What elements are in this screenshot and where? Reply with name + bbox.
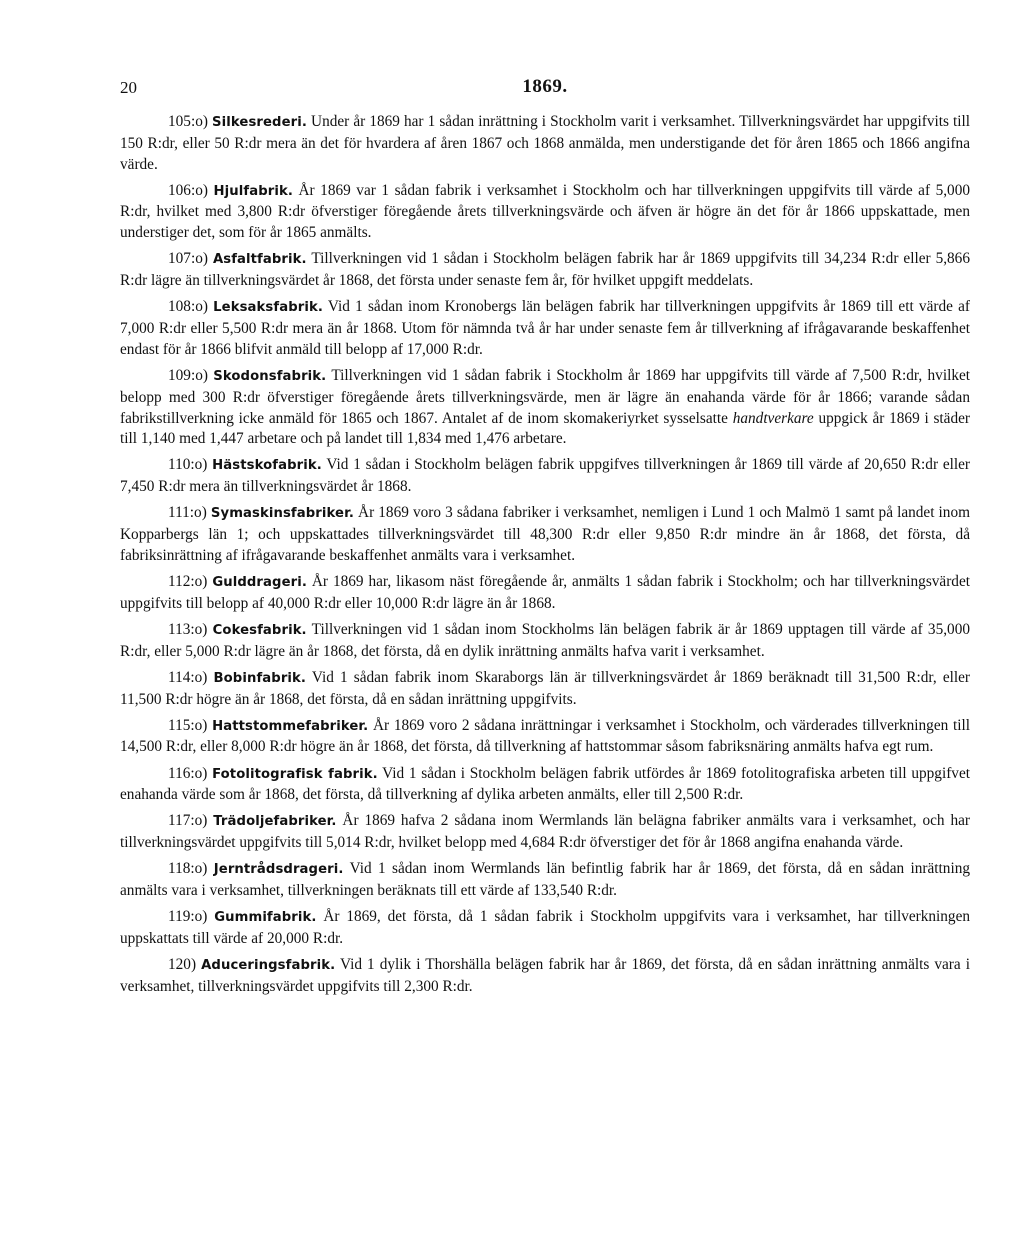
entry-text: Tillverkningen vid 1 sådan i Stockholm belägen fabrik har år 1869 uppgifvits till 34,234 R:dr eller 5,866 R:dr lägre än tillverkningsvärdet år 1868, det första under senaste fem år, för hvilket uppgift meddelats. [120,250,970,290]
entry-text: Vid 1 sådan fabrik inom Skaraborgs län är tillverkningsvärdet år 1869 beräknadt till 31,500 R:dr, eller 11,500 R:dr högre än år 1868, det första, då en sådan inrättning uppgifvits. [120,668,970,708]
entry-number: 109:o) [168,366,208,384]
entry-number: 112:o) [168,573,208,591]
entry-text: Under år 1869 har 1 sådan inrättning i Stockholm varit i verksamhet. Tillverkningsvärdet har uppgifvits till 150 R:dr, eller 50 R:dr mera än det för hvardera af åren 1867 och 1868 anmälda, men understigande det för åren 1865 och 1866 angifna värde. [120,113,971,173]
entry-title: Aduceringsfabrik. [201,958,336,974]
entry-number: 120) [168,956,197,974]
entry-number: 117:o) [168,812,208,830]
entry-hastskofabrik [120,455,970,498]
entry-number: 115:o) [168,716,208,734]
entry-text: År 1869, det första, då 1 sådan fabrik i Stockholm uppgifvits vara i verksamhet, har tillverkningen uppskattats till värde af 20,000 R:dr. [120,908,971,948]
entry-text: År 1869 voro 2 sådana inrättningar i verksamhet i Stockholm, och värderades tillverkningen till 14,500 R:dr, eller 8,000 R:dr högre än år 1868, det första, då tillverkning af hattstommar såsom fabriksnäring anmälts hafva egt rum. [120,716,970,756]
entry-number: 110:o) [168,456,208,474]
entry-gulddrageri [120,572,970,615]
entry-text: Vid 1 sådan i Stockholm belägen fabrik uppgifves tillverkningen år 1869 till värde af 20,650 R:dr eller 7,450 R:dr mera än tillverkningsvärdet år 1868. [120,456,970,496]
page-number: 20 [120,78,137,97]
entry-title: Leksaksfabrik. [213,300,323,316]
entry-text: Vid 1 dylik i Thorshälla belägen fabrik har år 1869, det första, då en sådan inrättning anmälts vara i verksamhet, tillverkningsvärdet uppgifvits till 2,300 R:dr. [120,956,970,995]
entry-title: Skodonsfabrik. [213,368,327,384]
entry-title: Cokesfabrik. [212,622,307,638]
entry-text: År 1869 har, likasom näst föregående år, anmälts 1 sådan fabrik i Stockholm; och har tillverkningsvärdet uppgifvits till belopp af 40,000 R:dr eller 10,000 R:dr lägre än år 1868. [120,573,970,612]
entry-italic-term: handtverkare [732,409,814,427]
entry-text: År 1869 voro 3 sådana fabriker i verksamhet, nemligen i Lund 1 och Malmö 1 samt på landet inom Kopparbergs län 1; och uppskattades tillverkningsvärdet till 48,300 R:dr eller 9,850 R:dr mindre än år 1868, det första, då fabriksinrättning af ifrågavarande beskaffenhet anmälts vara i verksamhet. [120,504,971,564]
page-header [120,78,970,98]
entry-text: År 1869 var 1 sådan fabrik i verksamhet i Stockholm och har tillverkningen uppgifvits till värde af 5,000 R:dr, hvilket med 3,800 R:dr öfverstiger föregående årets tillverkningsvärde och äfven är högre än det för år 1866 uppskattade, men understiger det, som för år 1865 anmälts. [120,181,970,242]
entry-title: Hästskofabrik. [212,458,322,474]
entry-tradoljefabriker [120,811,970,854]
entry-asfaltfabrik [120,249,970,292]
entry-silkesrederi [120,112,970,175]
entry-number: 114:o) [168,668,208,686]
entry-text: Vid 1 sådan inom Kronobergs län belägen fabrik har tillverkningen uppgifvits år 1869 till ett värde af 7,000 R:dr eller 5,500 R:dr mera än år 1868. Utom för nämnda två år har under senaste fem år tillverkning af ifrågavarande beskaffenhet endast för år 1866 blifvit anmäld till belopp af 17,000 R:dr. [120,298,970,358]
entry-leksaksfabrik [120,297,970,360]
entry-text-continued: uppgick år 1869 i städer till 1,140 med 1,447 arbetare och på landet till 1,834 med 1,476 arbetare. [120,409,970,448]
entry-aduceringsfabrik [120,955,970,998]
entry-cokesfabrik [120,620,970,663]
body-text [120,112,970,1003]
entry-title: Bobinfabrik. [213,670,307,686]
entry-text: Tillverkningen vid 1 sådan fabrik i Stockholm år 1869 har uppgifvits till värde af 7,500 R:dr, hvilket belopp med 300 R:dr öfverstiger föregående årets tillverkningsvärde, men är lägre än enahanda värde för år 1866; varande sådan fabrikstillverkning icke anmäld för 1865 och 1867. Antalet af de inom skomakeriyrket sysselsatte [120,366,971,427]
entry-title: Gulddrageri. [212,575,307,591]
entry-title: Hattstommefabriker. [212,718,369,734]
entry-skodonsfabrik [120,366,970,450]
entry-title: Fotolitografisk fabrik. [212,766,378,782]
entry-gummifabrik [120,907,970,950]
entry-number: 111:o) [168,504,207,522]
entry-number: 113:o) [168,620,208,638]
entry-jerntradsdrageri [120,859,970,902]
entry-title: Jerntrådsdrageri. [213,862,344,878]
page-year-heading: 1869. [522,76,568,97]
entry-text: Tillverkningen vid 1 sådan inom Stockholms län belägen fabrik är år 1869 upptagen till värde af 35,000 R:dr, eller 5,000 R:dr lägre än år 1868, det första, då en dylik inrättning anmälts hafva varit i verksamhet. [120,620,970,660]
entry-fotolitografisk-fabrik [120,764,970,807]
entry-number: 118:o) [168,860,208,878]
entry-text: År 1869 hafva 2 sådana inom Wermlands län belägna fabriker anmälts vara i verksamhet, och har tillverkningsvärdet uppgifvits till 5,014 R:dr, hvilket belopp med 4,684 R:dr öfverstiger det för år 1868 angifna enahanda värde. [120,812,971,852]
entry-number: 107:o) [168,250,208,268]
entry-title: Gummifabrik. [214,910,317,926]
entry-number: 105:o) [168,113,208,130]
entry-number: 119:o) [168,908,208,926]
entry-text: Vid 1 sådan i Stockholm belägen fabrik utfördes år 1869 fotolitografiska arbeten till uppgifvet enahanda värde som år 1868, det första, då tillverkning af dylika arbeten anmälts, eller till 2,500 R:dr. [120,764,970,804]
entry-title: Asfaltfabrik. [212,252,307,268]
entry-number: 106:o) [168,181,208,199]
entry-text: Vid 1 sådan inom Wermlands län befintlig fabrik har år 1869, det första, då en sådan inrättning anmälts vara i verksamhet, tillverkningen beräknats till ett värde af 133,540 R:dr. [120,860,971,900]
entry-title: Silkesrederi. [212,115,307,130]
entry-symaskinsfabriker [120,503,970,566]
entry-number: 116:o) [168,764,208,782]
entry-number: 108:o) [168,298,208,316]
entry-title: Symaskinsfabriker. [210,506,354,522]
entry-bobinfabrik [120,668,970,711]
entry-hattstommefabriker [120,716,970,759]
entry-title: Trädoljefabriker. [213,814,337,830]
entry-title: Hjulfabrik. [213,183,293,199]
entry-hjulfabrik [120,181,970,244]
